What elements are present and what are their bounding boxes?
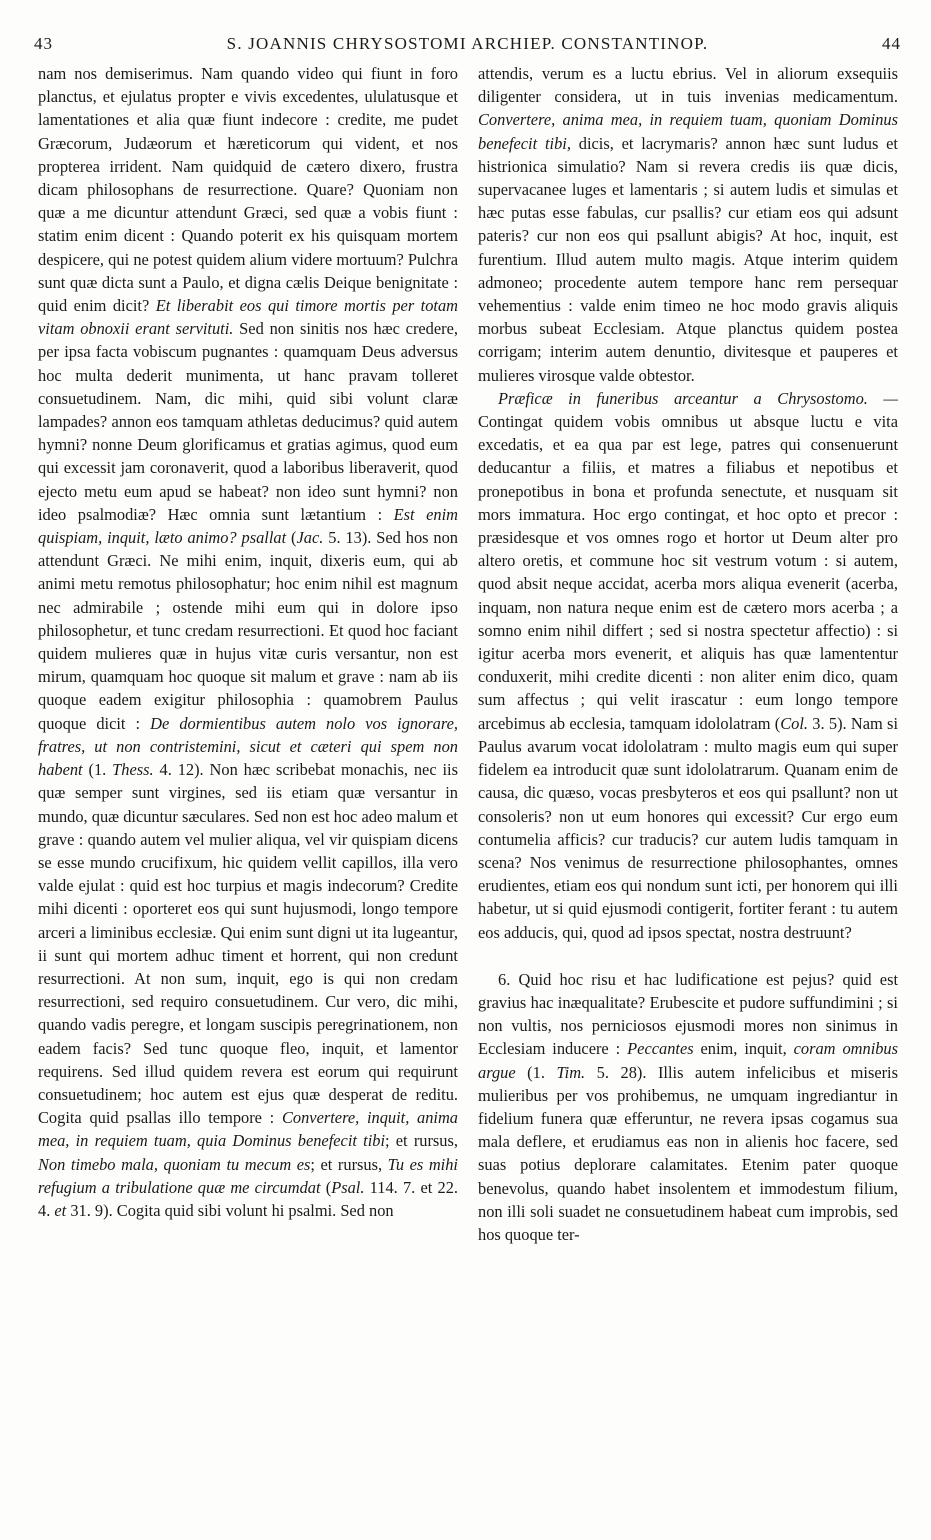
- quotation: De dormientibus autem nolo vos ignorare, fratres, ut non contristemini, sicut et cæteri qui spem non habent: [38, 713, 458, 780]
- quotation: Convertere, anima mea, in requiem tuam, quoniam Dominus benefecit tibi,: [478, 110, 898, 153]
- section-heading: Præficæ in funeribus arceantur a Chrysostomo. —: [498, 388, 898, 408]
- reference: et: [54, 1200, 67, 1220]
- quotation: coram omnibus argue: [478, 1039, 899, 1082]
- text-run: 5. 13). Sed hos non attendunt Græci. Ne mihi enim, inquit, dixeris eum, qui ab animi metu remotus philosophatur; hoc enim nihil est magnum nec admirabile ; ostende mihi eum qui in dolore ipso philosophetur, et tunc credam resurrectioni. Et quod hoc faciant quidem mulieres quæ in hujus vitæ curis versantur, non est mirum, quamquam hoc quoque sit malum et grave : nam ab iis quoque eadem exigitur philosophia : quamobrem Paulus quoque dicit :: [38, 528, 458, 733]
- running-header: [34, 34, 901, 60]
- text-run: (1.: [515, 1062, 557, 1082]
- quotation: Convertere, inquit, anima mea, in requiem tuam, quia Dominus benefecit tibi: [38, 1108, 458, 1151]
- text-run: (: [320, 1177, 332, 1197]
- text-run: 3. 5). Nam si Paulus avarum vocat idololatram : multo magis eum qui super fidelem ea introducit quæ sunt idololatrarum. Quanam enim de causa, dic quæso, vocas presbyteros et eos qui psallunt? non ut consoleris? non ut eum honores qui excessit? Cur ergo eum contumelia afficis? cur traducis? cur autem ludis tamquam in scena? Nos venimus de resurrectione philosophantes, omnes erudientes, etiam eos qui nondum sunt icti, per honorem qui illi habetur, ut si quid ejusmodi contigerit, fortiter ferant : tu autem eos adducis, qui, quod ad ipsos spectat, nostra destruunt?: [478, 713, 898, 942]
- paragraph: [478, 387, 898, 944]
- page-number-right: 44: [882, 34, 901, 53]
- text-run: dicis, et lacrymaris? annon hæc sunt ludus et histrionica simulatio? Nam si revera credis iis quæ dicis, supervacanee luges et lamentaris ; si autem ludis et simulas et hæc putas esse fabulas, cur psallis? cur etiam eos qui adsunt pateris? cur non eos qui psallunt abigis? At hoc, inquit, est furentium. Illud autem multo magis. Atque interim quidem admoneo; procedente autem tempore hanc rem persequar vehementius : valde enim timeo ne hoc modo gravis aliquis morbus subeat Ecclesiam. Atque planctus quidem postea corrigam; interim autem denuntio, divitesque et pauperes et mulieres virosque valde obtestor.: [478, 133, 898, 385]
- text-run: (1.: [82, 760, 113, 780]
- text-run: Contingat quidem vobis omnibus ut absque luctu e vita excedatis, et ea qua par est lege, patres qui consenuerunt deducantur a filiis, et matres a filiabus et nepotibus et pronepotibus in bona et profunda senectute, et nusquam sit mors immatura. Hoc ergo contingat, et hoc opto et precor : præsidesque et vos omnes rogo et hortor ut Deum alter pro altero oretis, et commune hoc sit vestrum votum : si autem, quod absit neque accidat, acerba mors aliqua evenerit (acerba, inquam, non natura neque enim est de cætero mors acerba ; a somno enim nihil differt ; sed si nostra spectetur affectio) : si igitur acerba mors evenerit, et aliquis has quæ lamententur conduxerit, mihi credite dicenti : non aliter enim dico, quam sum affectus ; qui velit irascatur : eum longo tempore arcebimus ab ecclesia, tamquam idololatram (: [478, 412, 898, 733]
- paragraph: [38, 62, 458, 1222]
- right-column: [478, 62, 898, 1246]
- quotation: Non timebo mala, quoniam tu mecum es: [38, 1154, 311, 1174]
- text-run: enim, inquit,: [693, 1039, 794, 1059]
- text-run: 31. 9). Cogita quid sibi volunt hi psalmi. Sed non: [66, 1200, 394, 1220]
- quotation: Est enim quispiam, inquit, læto animo? psallat: [38, 504, 458, 548]
- reference: Col.: [780, 713, 809, 733]
- page-number-left: 43: [34, 34, 53, 53]
- reference: Psal.: [331, 1177, 365, 1197]
- left-column: [38, 62, 458, 1222]
- text-run: ; et rursus,: [385, 1131, 458, 1151]
- reference: Thess.: [112, 760, 154, 780]
- reference: Tim.: [556, 1062, 586, 1082]
- paragraph: [478, 62, 898, 387]
- text-run: 114. 7. et 22. 4.: [38, 1177, 458, 1220]
- text-run: 4. 12). Non hæc scribebat monachis, nec iis quæ semper sunt virgines, sed iis etiam quæ versantur in mundo, quæ dicuntur sæculares. Sed non est hoc adeo malum et grave : quando autem vel mulier aliqua, vel vir quispiam dicens se esse mundo crucifixum, hic quidem vellit capillos, illa vero valde ejulat : quid est hoc turpius et magis indecorum? Credite mihi dicenti : oporteret eos qui sunt hujusmodi, longo tempore arceri a liminibus ecclesiæ. Qui enim sunt digni ut ita lugeantur, ii sunt qui mortem adhuc timent et horrent, qui non credunt resurrectioni. At non sum, inquit, ego is qui non credam resurrectioni, sed requiro consuetudinem. Cur vero, dic mihi, quando vadis peregre, et longam suscipis peregrinationem, non eadem facis? Sed tunc quoque fleo, inquit, et lamentor requirens. Sed illud quidem revera est eorum qui requirunt consuetudinem; hoc autem est ejus quæ desperat de reditu. Cogita quid psallas illo tempore :: [38, 760, 458, 1128]
- text-run: 5. 28). Illis autem infelicibus et miseris mulieribus per vos prohibemus, ne umquam ingrediantur in fidelium funera quæ efferuntur, ne revera ipsas cogamus sua mala deflere, et erudiamus eas non in alienis hoc facere, sed suas potius deplorare calamitates. Etenim pater quoque benevolus, quando habet insolentem et immodestum filium, non illi soli suadet ne consuetudinem habeat cum improbis, sed hos quoque ter-: [478, 1062, 898, 1244]
- quotation: Et liberabit eos qui timore mortis per totam vitam obnoxii erant servituti.: [38, 296, 458, 339]
- text-run: nam nos demiserimus. Nam quando video qui fiunt in foro planctus, et ejulatus propter e vivis excedentes, ululatusque et lamentationes et alia quæ fiunt indecore : credite, me pudet Græcorum, Judæorum et hæreticorum qui vident, et nos propterea irrident. Nam quidquid de cætero dixero, frustra dicam philosophans de resurrectione. Quare? Quoniam non quæ a me dicuntur attendunt Græci, sed quæ a vobis fiunt : statim enim dicent : Quando poterit ex his quisquam mortem despicere, qui ne potest quidem alium videre mortuum? Pulchra sunt quæ dicta sunt a Paulo, et digna cælis Deique benignitate : quid enim dicit?: [38, 64, 458, 316]
- reference: Jac.: [296, 528, 324, 548]
- quotation: Tu es mihi refugium a tribulatione quæ me circumdat: [38, 1154, 458, 1197]
- running-title: S. JOANNIS CHRYSOSTOMI ARCHIEP. CONSTANTINOP.: [226, 34, 709, 53]
- text-run: (: [286, 528, 297, 548]
- text-run: attendis, verum es a luctu ebrius. Vel in aliorum exsequiis diligenter considera, ut in tuis invenias medicamentum.: [478, 64, 898, 107]
- quotation: Peccantes: [627, 1039, 694, 1059]
- text-run: Sed non sinitis nos hæc credere, per ipsa facta vobiscum pugnantes : quamquam Deus adversus hoc multa dederit munimenta, ut hanc pravam tolleret consuetudinem. Nam, dic mihi, quid sibi volunt claræ lampades? annon eos tamquam athletas deducimus? quid autem hymni? nonne Deum glorificamus et gratias agimus, quod eum qui excessit jam coronaverit, quod a laboribus liberaverit, quod ejecto metu eum apud se habeat? non ideo sunt hymni? non ideo psalmodiæ? Hæc omnia sunt lætantium :: [38, 319, 458, 524]
- paragraph: [478, 968, 898, 1246]
- text-run: ; et rursus,: [310, 1154, 388, 1174]
- text-run: 6. Quid hoc risu et hac ludificatione est pejus? quid est gravius hac inæqualitate? Erubescite et pudore suffundimini ; si non vultis, nos perniciosos ejusmodi mores non sinimus in Ecclesiam inducere :: [478, 969, 898, 1059]
